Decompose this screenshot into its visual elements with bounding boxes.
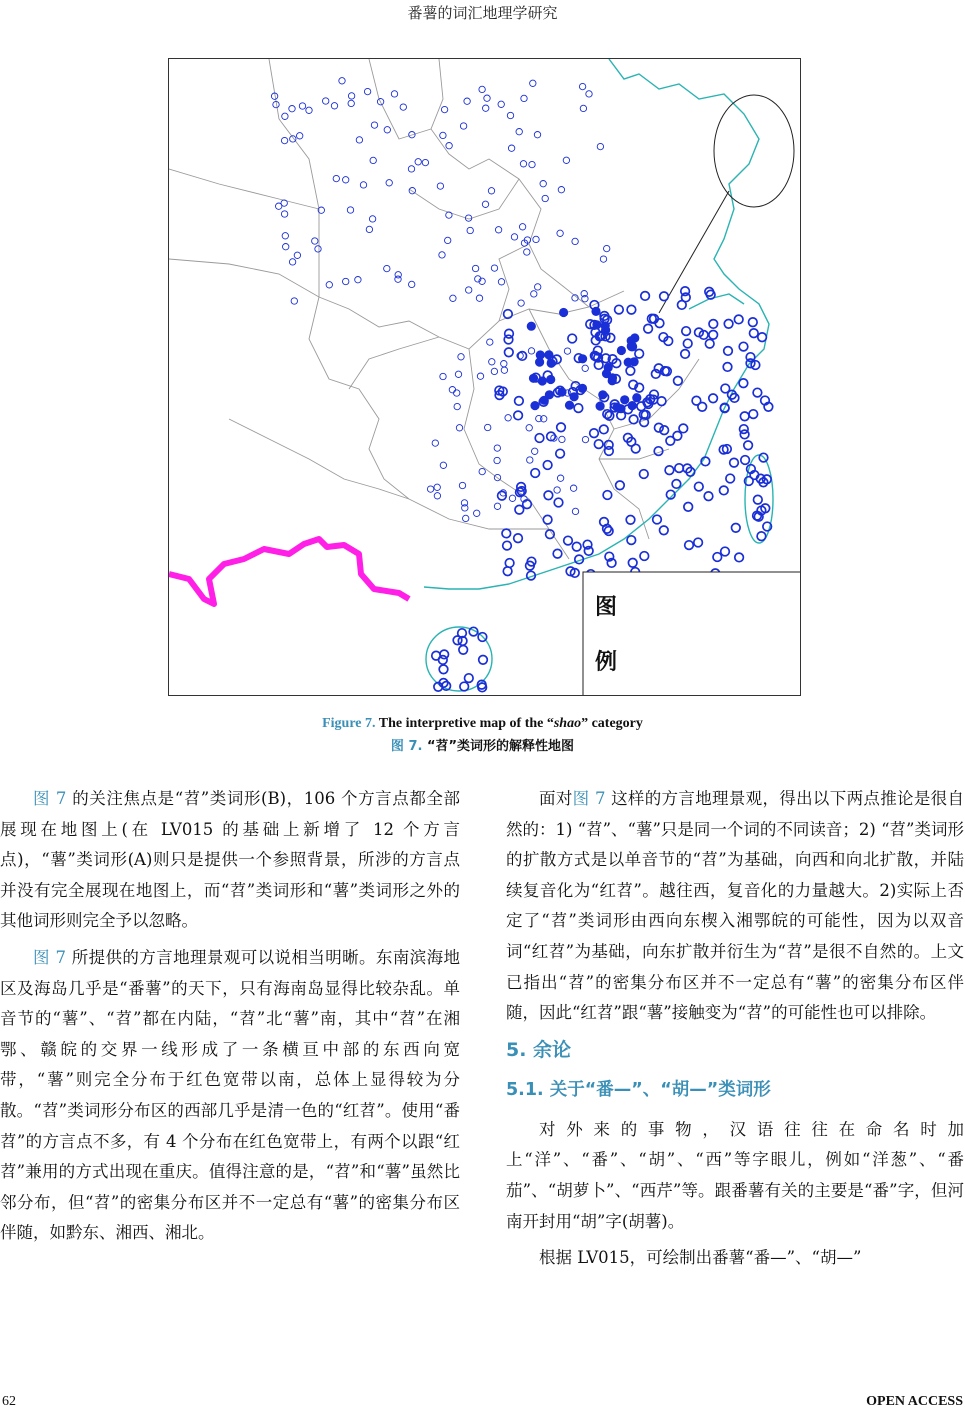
site-marker-a3	[600, 256, 606, 262]
site-marker-a3	[459, 482, 465, 488]
site-marker-a3	[536, 415, 542, 421]
site-marker-a3	[563, 157, 569, 163]
site-marker-a3	[491, 265, 497, 271]
site-marker-a3	[360, 182, 366, 188]
site-marker-a3	[532, 448, 538, 454]
site-marker-a3	[434, 493, 440, 499]
site-marker-a2	[535, 434, 544, 443]
site-marker-a3	[501, 361, 507, 367]
site-marker-a1	[592, 320, 601, 329]
site-marker-a2	[679, 424, 688, 433]
site-marker-a2	[479, 656, 488, 665]
site-marker-a2	[740, 412, 749, 421]
site-marker-a3	[498, 279, 504, 285]
site-marker-a3	[472, 265, 478, 271]
site-marker-a2	[572, 542, 581, 551]
site-marker-a2	[556, 449, 565, 458]
site-marker-a2	[721, 547, 730, 556]
paragraph-text: 所提供的方言地理景观可以说相当明晰。东南滨海地区及海岛几乎是“番薯”的天下，只有海南岛显得比较杂乱。单音节的“薯”、“苕”都在内陆，“苕”北“薯”南，其中“苕”在湘鄂、赣皖的交界一线形成了一条横亘中部的东西向宽带，“薯”则完全分布于红色宽带以南，总体上显得较为分散。“苕”类词形分布区的西部几乎是清一色的“红苕”。使用“番苕”的方言点不多，有 4 个分布在红色宽带上，有两个以跟“红苕”兼用的方式出现在重庆。值得注意的是，“苕”和“薯”虽然比邻分布，但“苕”的密集分布区并不一定总有“薯”的密集分布区伴随，如黔东、湘西、湘北。	[0, 947, 460, 1243]
site-marker-a3	[488, 188, 494, 194]
site-marker-a3	[505, 415, 511, 421]
site-marker-a2	[641, 292, 650, 301]
site-marker-a2	[730, 458, 739, 467]
site-marker-a2	[600, 425, 609, 434]
site-marker-a3	[422, 159, 428, 165]
site-marker-a3	[408, 166, 414, 172]
paragraph-text: 这样的方言地理景观，得出以下两点推论是很自然的：1) “苕”、“薯”只是同一个词的不同读音；2) “苕”类词形的扩散方式是以单音节的“苕”为基础，向西和向北扩散，并陆续复音化为“红苕”。越往西，复音化的力量越大。2)实际上否定了“苕”类词形由西向东楔入湘鄂皖的可能性，因为以双音词“红苕”为基础，向东扩散并衍生为“苕”是很不自然的。上文已指出“苕”的密集分布区并不一定总有“薯”的密集分布区伴随，因此“红苕”跟“薯”接触变为“苕”的可能性也可以排除。	[506, 789, 964, 1023]
site-marker-a2	[515, 505, 524, 514]
site-marker-a2	[574, 404, 583, 413]
site-marker-a3	[476, 295, 482, 301]
site-marker-a3	[604, 245, 610, 251]
site-marker-a3	[464, 98, 470, 104]
site-marker-a2	[754, 495, 763, 504]
legend-title-bottom: 例	[595, 650, 618, 675]
site-marker-a3	[446, 143, 452, 149]
site-marker-a2	[744, 441, 753, 450]
site-marker-a3	[540, 181, 546, 187]
site-marker-a2	[626, 367, 635, 376]
site-marker-a2	[505, 348, 514, 357]
site-marker-a3	[582, 436, 588, 442]
site-marker-a3	[535, 284, 541, 290]
site-marker-a3	[446, 212, 452, 218]
site-marker-a3	[485, 424, 491, 430]
site-marker-a2	[432, 651, 441, 660]
site-marker-a3	[323, 98, 329, 104]
site-marker-a3	[409, 281, 415, 287]
site-marker-a2	[694, 538, 703, 547]
site-marker-a3	[326, 282, 332, 288]
site-marker-a3	[348, 93, 354, 99]
site-marker-a3	[343, 278, 349, 284]
site-marker-a2	[723, 363, 732, 372]
site-marker-a2	[653, 515, 662, 524]
site-marker-a2	[746, 353, 755, 362]
site-marker-a3	[479, 468, 485, 474]
site-marker-a1	[565, 401, 574, 410]
site-marker-a2	[665, 466, 674, 475]
site-marker-a2	[695, 482, 704, 491]
site-marker-a3	[597, 143, 603, 149]
site-marker-a2	[644, 324, 653, 333]
site-marker-a3	[291, 298, 297, 304]
legend	[583, 572, 801, 696]
site-marker-a2	[514, 534, 523, 543]
site-marker-a2	[683, 339, 692, 348]
site-marker-a2	[666, 437, 675, 446]
site-marker-a3	[534, 132, 540, 138]
site-marker-a2	[590, 429, 599, 438]
site-marker-a2	[675, 464, 684, 473]
site-marker-a2	[505, 329, 514, 338]
site-marker-a1	[617, 346, 626, 355]
figure-caption-en: Figure 7. The interpretive map of the “shao” category	[322, 716, 643, 731]
site-marker-a3	[440, 132, 446, 138]
site-marker-a3	[276, 203, 282, 209]
site-marker-a3	[455, 371, 461, 377]
site-marker-a3	[445, 237, 451, 243]
site-marker-a3	[355, 277, 361, 283]
right-paragraph-1	[506, 784, 964, 1029]
site-marker-a2	[739, 379, 748, 388]
site-marker-a2	[505, 559, 514, 568]
figure-label-en: Figure 7.	[322, 716, 376, 731]
site-marker-a1	[538, 376, 547, 385]
site-marker-a3	[400, 104, 406, 110]
site-marker-a3	[312, 238, 318, 244]
right-paragraph-3: 根据 LV015，可绘制出番薯“番—”、“胡—”	[539, 1248, 862, 1268]
site-marker-a3	[501, 367, 507, 373]
site-marker-a3	[507, 112, 513, 118]
site-marker-a3	[558, 187, 564, 193]
site-marker-a3	[456, 425, 462, 431]
site-marker-a2	[734, 315, 743, 324]
site-marker-a3	[508, 145, 514, 151]
site-marker-a2	[554, 498, 563, 507]
site-marker-a2	[514, 411, 523, 420]
site-marker-a1	[596, 402, 605, 411]
site-marker-a3	[494, 503, 500, 509]
site-marker-a3	[477, 373, 483, 379]
site-marker-a3	[494, 457, 500, 463]
site-marker-a2	[594, 440, 603, 449]
site-marker-a3	[434, 484, 440, 490]
site-marker-a3	[441, 106, 447, 112]
site-marker-a3	[356, 137, 362, 143]
site-marker-a2	[564, 536, 573, 545]
site-marker-a3	[449, 387, 455, 393]
site-marker-a1	[545, 390, 554, 399]
site-marker-a2	[635, 349, 644, 358]
left-column	[0, 784, 460, 1255]
site-marker-a3	[509, 495, 515, 501]
site-marker-a2	[523, 500, 532, 509]
site-marker-a2	[749, 410, 758, 419]
site-marker-a3	[466, 287, 472, 293]
site-marker-a3	[530, 80, 536, 86]
site-marker-a2	[758, 333, 767, 342]
section-heading-5: 5. 余论	[506, 1038, 572, 1061]
site-marker-a3	[528, 348, 534, 354]
site-marker-a1	[612, 403, 621, 412]
site-marker-a1	[608, 373, 617, 382]
site-marker-a3	[474, 510, 480, 516]
site-marker-a3	[467, 227, 473, 233]
site-marker-a3	[458, 354, 464, 360]
figure-reference-link[interactable]: 图 7	[572, 789, 606, 808]
site-marker-a2	[629, 415, 638, 424]
site-marker-a3	[439, 252, 445, 258]
site-marker-a3	[339, 78, 345, 84]
site-marker-a2	[503, 541, 512, 550]
site-marker-a3	[494, 445, 500, 451]
site-marker-a2	[685, 541, 694, 550]
site-marker-a2	[616, 481, 625, 490]
site-marker-a2	[465, 674, 474, 683]
site-marker-a3	[450, 295, 456, 301]
site-marker-a3	[487, 339, 493, 345]
site-marker-a2	[605, 447, 614, 456]
site-marker-a1	[547, 359, 556, 368]
site-marker-a1	[598, 390, 607, 399]
legend-title-top: 图	[595, 595, 618, 620]
site-marker-a2	[627, 536, 636, 545]
site-marker-a2	[543, 515, 552, 524]
site-marker-a3	[482, 201, 488, 207]
site-marker-a3	[440, 462, 446, 468]
site-marker-a2	[692, 396, 701, 405]
site-marker-a3	[306, 107, 312, 113]
site-marker-a2	[660, 526, 669, 535]
site-marker-a1	[530, 401, 539, 410]
site-marker-a3	[386, 180, 392, 186]
site-marker-a2	[531, 469, 540, 478]
site-marker-a2	[660, 292, 669, 301]
figure-reference-link[interactable]: 图 7	[33, 947, 67, 967]
site-marker-a3	[364, 88, 370, 94]
site-marker-a2	[709, 394, 718, 403]
site-marker-a3	[454, 390, 460, 396]
site-marker-a2	[440, 650, 449, 659]
site-marker-a2	[678, 301, 687, 310]
left-paragraph-2	[0, 943, 460, 1249]
site-marker-a3	[564, 348, 570, 354]
site-marker-a2	[502, 529, 511, 538]
site-marker-a1	[591, 307, 600, 316]
site-marker-a3	[432, 440, 438, 446]
site-marker-a2	[439, 665, 448, 674]
site-marker-a3	[511, 234, 517, 240]
site-marker-a3	[283, 244, 289, 250]
site-marker-a1	[557, 387, 566, 396]
site-marker-a3	[557, 230, 563, 236]
site-marker-a2	[628, 559, 637, 568]
site-marker-a2	[568, 334, 577, 343]
site-marker-a3	[463, 515, 469, 521]
site-marker-a2	[681, 287, 690, 296]
site-marker-a2	[684, 503, 693, 512]
site-marker-a2	[704, 492, 713, 501]
site-marker-a3	[542, 195, 548, 201]
site-marker-a3	[369, 216, 375, 222]
site-marker-a1	[570, 392, 579, 401]
site-marker-a1	[527, 322, 536, 331]
right-column	[506, 784, 964, 1280]
site-marker-a3	[289, 259, 295, 265]
site-marker-a2	[732, 524, 741, 533]
site-marker-a1	[632, 393, 641, 402]
site-marker-a3	[557, 475, 563, 481]
site-marker-a3	[579, 83, 585, 89]
site-marker-a2	[726, 474, 735, 483]
site-marker-a2	[515, 397, 524, 406]
site-marker-a2	[705, 339, 714, 348]
site-marker-a2	[615, 305, 624, 314]
site-marker-a2	[626, 516, 635, 525]
site-marker-a2	[724, 347, 733, 356]
site-marker-a3	[384, 265, 390, 271]
site-marker-a3	[572, 238, 578, 244]
site-marker-a1	[578, 354, 587, 363]
site-marker-a3	[299, 103, 305, 109]
left-paragraph-1	[0, 784, 460, 937]
site-marker-a3	[343, 177, 349, 183]
site-marker-a3	[454, 403, 460, 409]
site-marker-a3	[384, 127, 390, 133]
site-marker-a2	[672, 480, 681, 489]
site-marker-a3	[348, 100, 354, 106]
frontier-line	[169, 539, 409, 604]
site-marker-a3	[519, 224, 525, 230]
site-marker-a3	[559, 436, 565, 442]
site-marker-a3	[554, 487, 560, 493]
site-marker-a3	[294, 252, 300, 258]
site-marker-a3	[580, 105, 586, 111]
site-marker-a3	[570, 485, 576, 491]
site-marker-a3	[489, 359, 495, 365]
site-marker-a3	[427, 486, 433, 492]
site-marker-a3	[495, 227, 501, 233]
site-marker-a2	[740, 425, 749, 434]
site-marker-a1	[628, 342, 637, 351]
site-marker-a3	[289, 106, 295, 112]
site-marker-a3	[483, 105, 489, 111]
site-marker-a3	[281, 137, 287, 143]
site-marker-a3	[297, 133, 303, 139]
site-marker-a3	[460, 123, 466, 129]
site-marker-a1	[624, 358, 633, 367]
site-marker-a3	[440, 373, 446, 379]
site-marker-a3	[520, 161, 526, 167]
site-marker-a1	[544, 350, 553, 359]
site-marker-a3	[370, 157, 376, 163]
site-marker-a3	[586, 91, 592, 97]
site-marker-a2	[749, 318, 758, 327]
inset-pointer	[659, 191, 729, 313]
site-marker-a1	[628, 401, 637, 410]
site-marker-a3	[479, 86, 485, 92]
site-marker-a3	[347, 207, 353, 213]
site-marker-a2	[713, 553, 722, 562]
site-marker-a2	[557, 423, 566, 432]
site-marker-a3	[524, 249, 530, 255]
site-marker-a3	[281, 211, 287, 217]
running-head: 番薯的词汇地理学研究	[407, 4, 558, 22]
figure-reference-link[interactable]: 图 7	[33, 789, 67, 808]
site-marker-a3	[521, 95, 527, 101]
site-marker-a3	[484, 95, 490, 101]
site-marker-a2	[724, 320, 733, 329]
site-marker-a2	[553, 549, 562, 558]
site-marker-a2	[459, 646, 468, 655]
figure-label-zh: 图 7.	[390, 739, 423, 754]
site-marker-a2	[709, 331, 718, 340]
site-marker-a3	[527, 457, 533, 463]
site-marker-a3	[572, 508, 578, 514]
site-marker-a2	[750, 329, 759, 338]
figure-caption-zh: 图 7. “苕”类词形的解释性地图	[390, 739, 575, 754]
site-marker-a2	[627, 305, 636, 314]
site-marker-a2	[753, 388, 762, 397]
site-marker-a2	[682, 327, 691, 336]
site-marker-a2	[603, 491, 612, 500]
site-marker-a2	[543, 461, 552, 470]
site-marker-a3	[333, 175, 339, 181]
site-marker-a2	[720, 486, 729, 495]
site-marker-a2	[741, 456, 750, 465]
dialect-map	[168, 58, 801, 696]
site-marker-a2	[460, 682, 469, 691]
site-marker-a3	[366, 226, 372, 232]
site-marker-a1	[559, 308, 568, 317]
paragraph-text: 面对	[539, 789, 573, 808]
site-marker-a3	[437, 183, 443, 189]
site-marker-a2	[709, 320, 718, 329]
site-marker-a2	[706, 290, 715, 299]
page-number: 62	[2, 1394, 16, 1409]
site-marker-a2	[503, 567, 512, 576]
site-marker-a2	[757, 532, 766, 541]
site-marker-a3	[516, 129, 522, 135]
site-marker-a3	[498, 101, 504, 107]
site-marker-a3	[331, 103, 337, 109]
site-marker-a2	[640, 552, 649, 561]
site-marker-a3	[315, 246, 321, 252]
open-access-label: OPEN ACCESS	[866, 1394, 963, 1409]
site-marker-a3	[282, 233, 288, 239]
section-heading-5-1: 5.1. 关于“番—”、“胡—”类词形	[506, 1079, 771, 1100]
site-marker-a3	[518, 300, 524, 306]
site-marker-a3	[395, 276, 401, 282]
site-marker-a1	[546, 375, 555, 384]
site-marker-a3	[371, 122, 377, 128]
site-marker-a2	[640, 470, 649, 479]
site-marker-a3	[529, 161, 535, 167]
site-marker-a1	[620, 395, 629, 404]
site-marker-a2	[674, 377, 683, 386]
site-marker-a2	[739, 342, 748, 351]
site-marker-a1	[601, 321, 610, 330]
site-marker-a3	[533, 236, 539, 242]
site-marker-a3	[282, 113, 288, 119]
site-marker-a2	[657, 397, 666, 406]
map-canvas	[169, 59, 801, 696]
site-marker-a3	[491, 368, 497, 374]
site-marker-a1	[529, 374, 538, 383]
right-paragraph-2: 对外来的事物，汉语往往在命名时加上“洋”、“番”、“胡”、“西”等字眼儿，例如“洋葱”、“番茄”、“胡萝卜”、“西芹”等。跟番薯有关的主要是“番”字，但河南开封用“胡”字(胡薯)。	[506, 1119, 964, 1231]
site-marker-a2	[735, 553, 744, 562]
site-marker-a3	[531, 291, 537, 297]
site-marker-a2	[681, 350, 690, 359]
site-marker-a3	[391, 91, 397, 97]
paragraph-text: 的关注焦点是“苕”类词形(B)，106 个方言点都全部展现在地图上(在 LV015 的基础上新增了 12 个方言点)，“薯”类词形(A)则只是提供一个参照背景，所涉的方言点并没有完全展现在地图上，而“苕”类词形和“薯”类词形之外的其他词形则完全予以忽略。	[0, 789, 460, 931]
site-marker-a3	[582, 365, 588, 371]
site-marker-a3	[526, 425, 532, 431]
site-marker-a1	[578, 384, 587, 393]
province-borders	[169, 59, 699, 559]
site-marker-a1	[535, 358, 544, 367]
site-marker-a2	[544, 491, 553, 500]
site-marker-a3	[415, 159, 421, 165]
